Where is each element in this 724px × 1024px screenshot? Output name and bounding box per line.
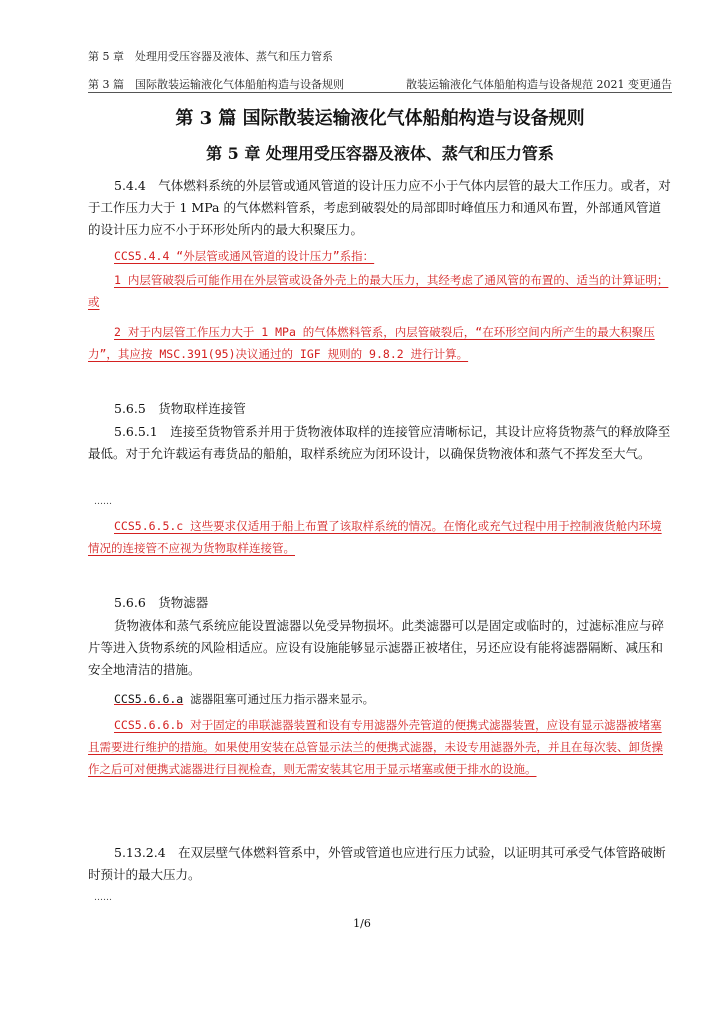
heading-5-6-6: 5.6.6 货物滤器 [114, 595, 209, 610]
ellipsis: …… [94, 497, 112, 507]
ccs-5-6-6-b-note: CCS5.6.6.b 对于固定的串联滤器装置和设有专用滤器外壳管道的便携式滤器装置，应设有显示滤器被堵塞且需要进行维护的措施。如果使用安装在总管显示法兰的便携式滤器，未设专用滤器外壳，并且在每次装、卸货操作之后可对便携式滤器进行目视检查，则无需安装其它用于显示堵塞或便于排水的设施。 [88, 718, 663, 776]
running-header-chapter: 第 5 章 处理用受压容器及液体、蒸气和压力管系 [88, 50, 333, 63]
ccs-5-6-5-c-note: CCS5.6.5.c 这些要求仅适用于船上布置了该取样系统的情况。在惰化或充气过程中用于控制液货舱内环境情况的连接管不应视为货物取样连接管。 [88, 519, 662, 555]
heading-5-6-5: 5.6.5 货物取样连接管 [114, 401, 246, 416]
ccs-5-4-4-item-1: 1 内层管破裂后可能作用在外层管或设备外壳上的最大压力，其经考虑了通风管的布置的、适当的计算证明；或 [88, 273, 669, 309]
ccs-5-6-6-a-text: 滤器阻塞可通过压力指示器来显示。 [183, 692, 375, 706]
page-number: 1/6 [353, 917, 371, 930]
header-rule [88, 92, 672, 93]
page-title: 第 3 篇 国际散装运输液化气体船舶构造与设备规则 [175, 108, 585, 129]
ellipsis: …… [94, 893, 112, 903]
paragraph-5-6-5-1: 5.6.5.1 连接至货物管系并用于货物液体取样的连接管应清晰标记，其设计应将货物蒸气的释放降至最低。对于允许载运有毒货品的船舶，取样系统应为闭环设计，以确保货物液体和蒸气不挥发至大气。 [88, 424, 671, 461]
paragraph-5-13-2-4: 5.13.2.4 在双层壁气体燃料管系中，外管或管道也应进行压力试验，以证明其可承受气体管路破断时预计的最大压力。 [88, 845, 666, 882]
ccs-5-4-4-item-2: 2 对于内层管工作压力大于 1 MPa 的气体燃料管系，内层管破裂后，“在环形空间内所产生的最大积聚压力”，其应按 MSC.391(95)决议通过的 IGF 规则的 9.8.2 进行计算。 [88, 325, 655, 361]
paragraph-5-6-6: 货物液体和蒸气系统应能设置滤器以免受异物损坏。此类滤器可以是固定或临时的，过滤标准应与碎片等进入货物系统的风险相适应。应设有设施能够显示滤器正被堵住，另还应设有能将滤器隔断、减压和安全地清洁的措施。 [88, 618, 665, 677]
ccs-5-4-4-title: CCS5.4.4 “外层管或通风管道的设计压力”系指： [114, 249, 375, 263]
paragraph-5-4-4: 5.4.4 气体燃料系统的外层管或通风管道的设计压力应不小于气体内层管的最大工作压力。或者，对于工作压力大于 1 MPa 的气体燃料管系，考虑到破裂处的局部即时峰值压力和通风布置，外部通风管道的设计压力应不小于环形处所内的最大积聚压力。 [88, 178, 671, 237]
running-header-part: 第 3 篇 国际散装运输液化气体船舶构造与设备规则 [88, 78, 344, 91]
chapter-title: 第 5 章 处理用受压容器及液体、蒸气和压力管系 [206, 144, 554, 163]
running-header [88, 76, 672, 92]
ccs-5-6-6-a-note [88, 688, 672, 710]
running-header-notice: 散装运输液化气体船舶构造与设备规范 2021 变更通告 [406, 78, 672, 91]
ccs-5-4-4-note [88, 245, 672, 267]
ccs-5-6-6-a-code: CCS5.6.6.a [114, 692, 184, 706]
